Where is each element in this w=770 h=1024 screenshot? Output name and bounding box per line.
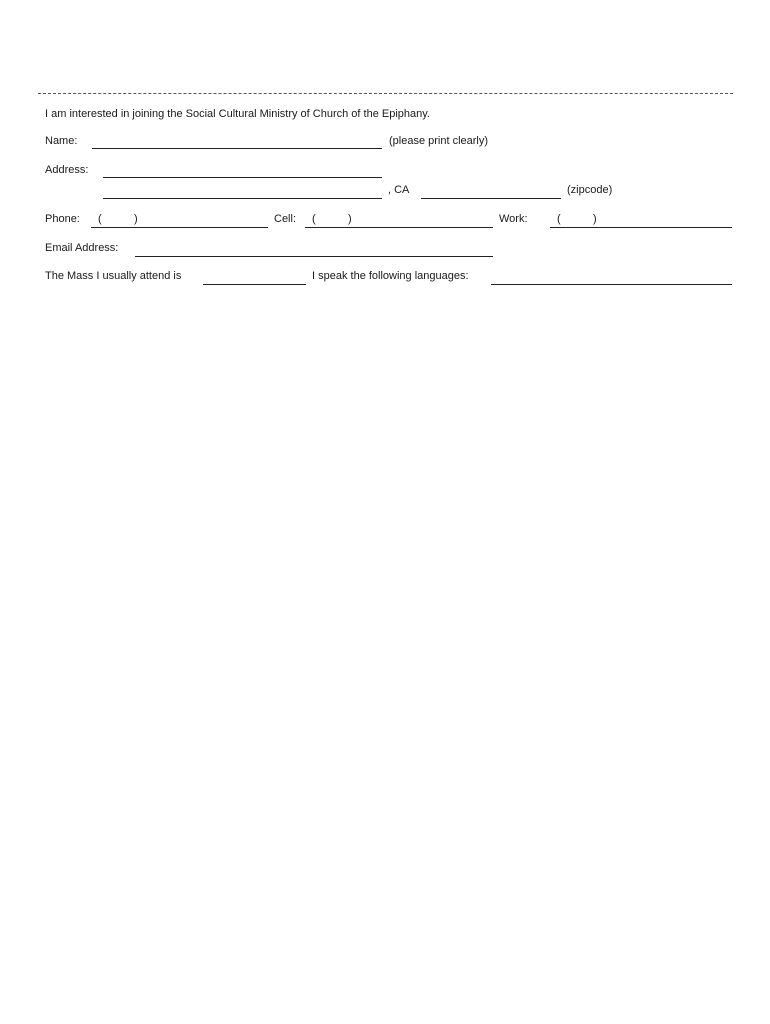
email-field[interactable] [135,256,493,257]
address-line1-field[interactable] [103,177,382,178]
zipcode-hint: (zipcode) [567,184,613,196]
phone-paren-close: ) [134,213,138,225]
cell-paren-close: ) [348,213,352,225]
intro-text: I am interested in joining the Social Cultural Ministry of Church of the Epiphany. [45,108,430,120]
cell-label: Cell: [274,213,297,225]
cell-field[interactable] [305,227,493,228]
mass-label: The Mass I usually attend is [45,270,182,282]
zipcode-field[interactable] [421,198,561,199]
work-field[interactable] [550,227,732,228]
cut-line [38,93,733,94]
name-label: Name: [45,135,78,147]
phone-label: Phone: [45,213,80,225]
state-text: , CA [388,184,410,196]
phone-field[interactable] [91,227,268,228]
address-line2-field[interactable] [103,198,382,199]
phone-paren-open: ( [98,213,102,225]
languages-field[interactable] [491,284,732,285]
name-hint: (please print clearly) [389,135,489,147]
address-label: Address: [45,164,89,176]
work-label: Work: [499,213,528,225]
work-paren-close: ) [593,213,597,225]
cell-paren-open: ( [312,213,316,225]
name-field[interactable] [92,148,382,149]
languages-label: I speak the following languages: [312,270,469,282]
email-label: Email Address: [45,242,119,254]
mass-field[interactable] [203,284,306,285]
work-paren-open: ( [557,213,561,225]
